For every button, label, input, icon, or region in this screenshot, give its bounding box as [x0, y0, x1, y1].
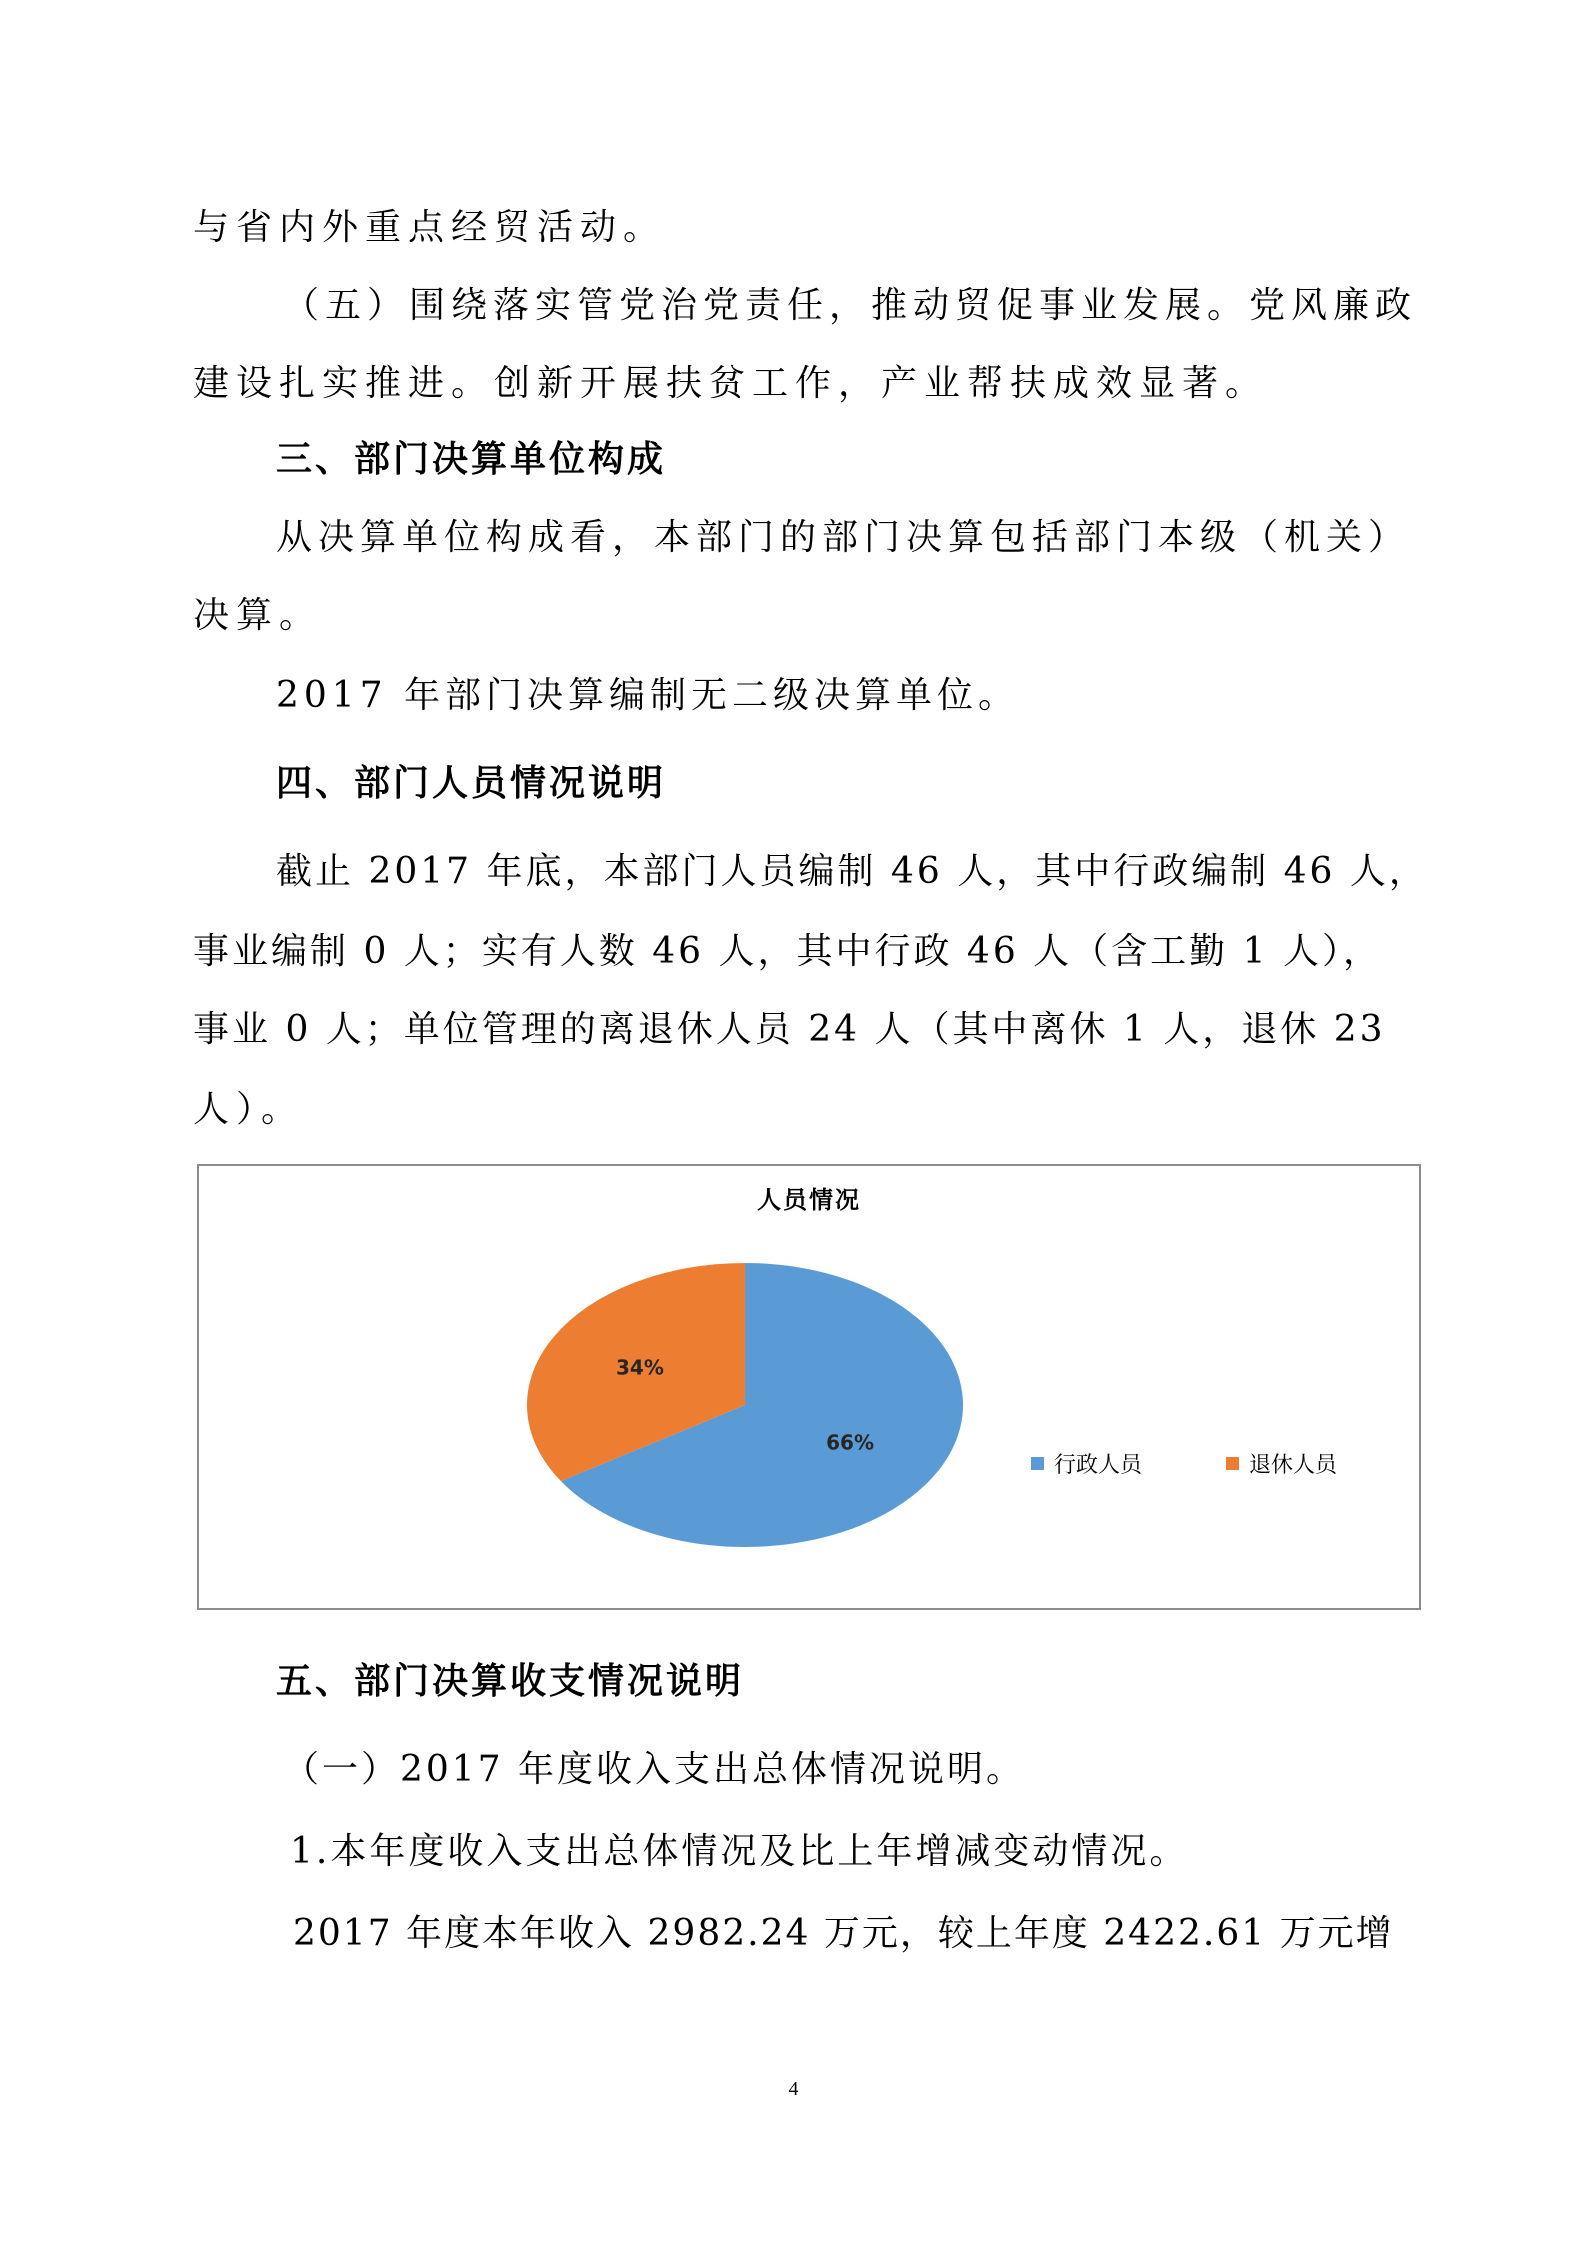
paragraph-line: 2017 年度本年收入 2982.24 万元，较上年度 2422.61 万元增 [293, 1913, 1394, 1954]
section-heading: 四、部门人员情况说明 [276, 763, 667, 804]
pie-data-label-0: 66% [826, 1430, 875, 1455]
personnel-pie-chart [197, 1164, 1421, 1610]
paragraph-line: （一）2017 年度收入支出总体情况说明。 [283, 1749, 1026, 1790]
page-number: 4 [788, 2078, 799, 2100]
paragraph-line: 截止 2017 年底，本部门人员编制 46 人，其中行政编制 46 人， [276, 851, 1428, 892]
paragraph-line: 决算。 [193, 595, 323, 636]
legend-label-admin: 行政人员 [1054, 1453, 1143, 1478]
pie-chart-svg [199, 1166, 1421, 1610]
paragraph-line: 建设扎实推进。创新开展扶贫工作，产业帮扶成效显著。 [193, 363, 1269, 404]
section-heading: 五、部门决算收支情况说明 [276, 1661, 745, 1702]
paragraph-line: 从决算单位构成看，本部门的部门决算包括部门本级（机关） [276, 517, 1411, 558]
paragraph-line: （五）围绕落实管党治党责任，推动贸促事业发展。党风廉政 [283, 285, 1418, 326]
chart-legend [1031, 1448, 1337, 1479]
paragraph-line: 人）。 [193, 1089, 305, 1130]
paragraph-line: 与省内外重点经贸活动。 [193, 207, 667, 248]
paragraph-line: 1.本年度收入支出总体情况及比上年增减变动情况。 [290, 1831, 1189, 1872]
section-heading: 三、部门决算单位构成 [276, 439, 667, 480]
paragraph-line: 事业 0 人；单位管理的离退休人员 24 人（其中离休 1 人，退休 23 [193, 1009, 1386, 1050]
pie-data-label-1: 34% [615, 1355, 664, 1380]
legend-swatch-retired [1226, 1457, 1239, 1470]
paragraph-line: 2017 年部门决算编制无二级决算单位。 [276, 675, 1020, 716]
legend-label-retired: 退休人员 [1249, 1453, 1338, 1478]
legend-swatch-admin [1031, 1457, 1044, 1470]
paragraph-line: 事业编制 0 人；实有人数 46 人，其中行政 46 人（含工勤 1 人）， [193, 931, 1382, 972]
chart-title: 人员情况 [757, 1186, 861, 1214]
